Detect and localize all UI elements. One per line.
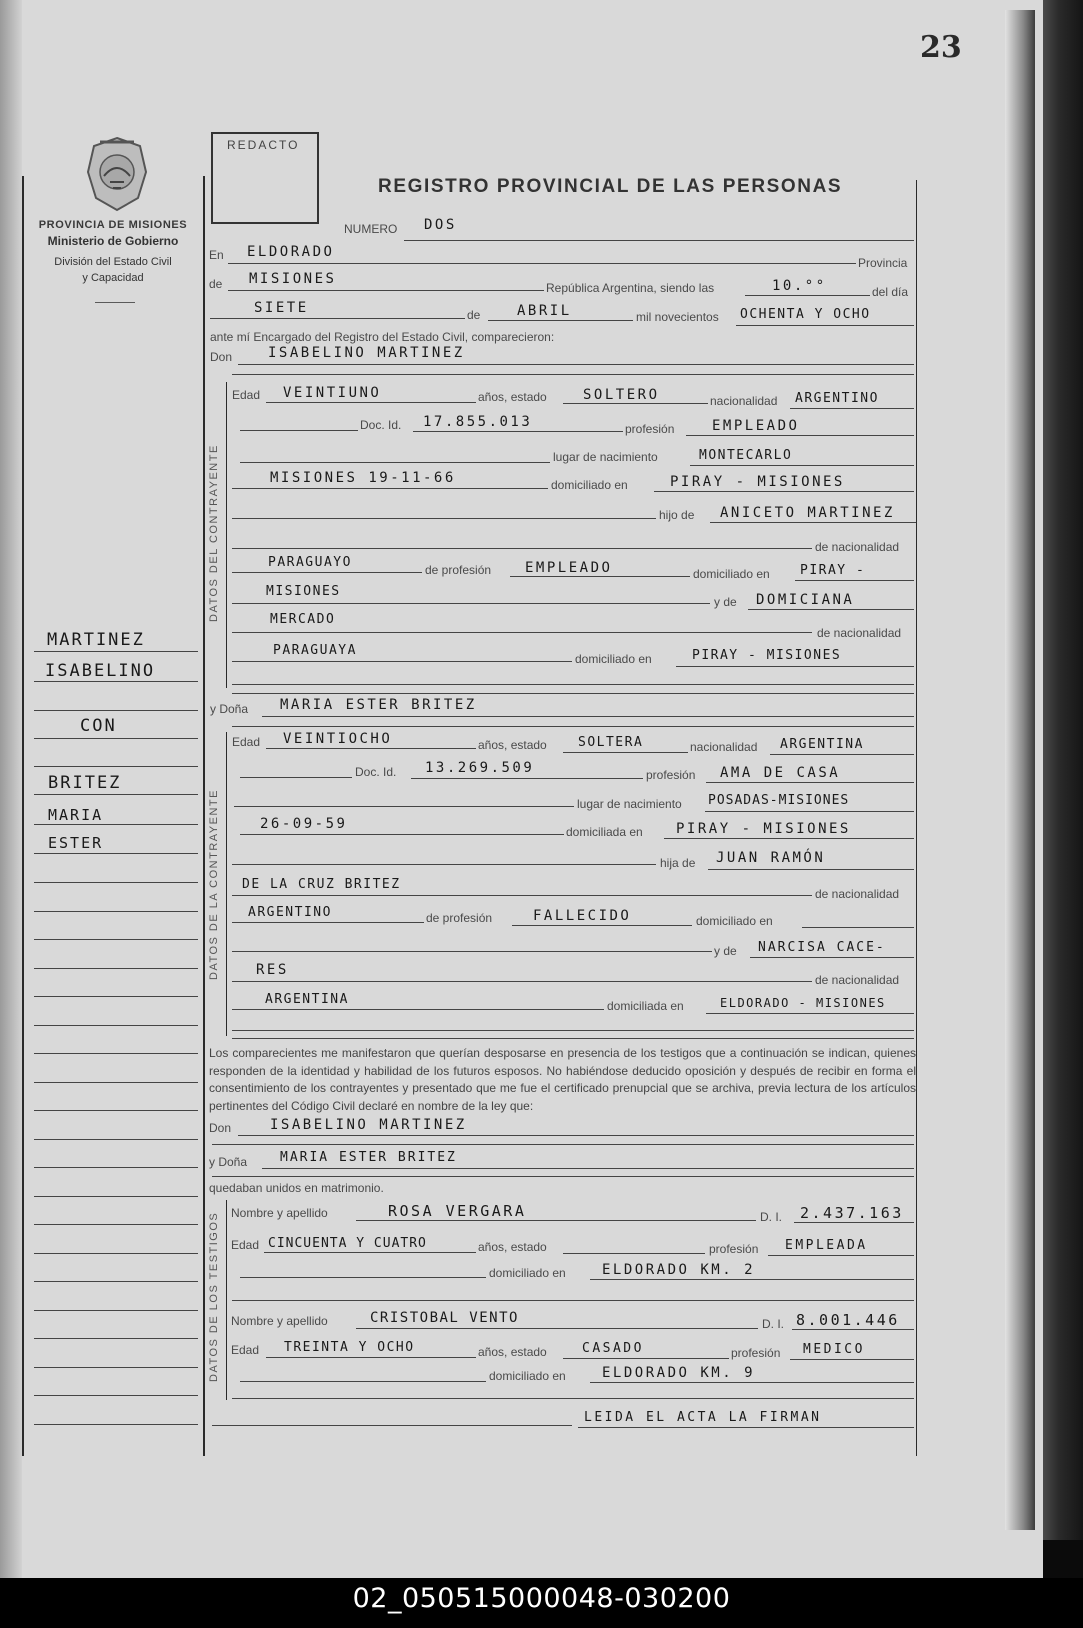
decl-dona-rule (262, 1168, 914, 1169)
decl-don-rule (238, 1135, 914, 1136)
c-madre-nac-rule (232, 661, 572, 662)
margin-rule-1 (34, 651, 198, 652)
margin-note-line3: CON (80, 716, 117, 736)
c-estado-value: SOLTERO (583, 387, 660, 403)
c-lugar-rule-pre (240, 462, 550, 463)
decl-dona-label: y Doña (209, 1155, 248, 1169)
t2-anios-label: años, estado (478, 1345, 547, 1359)
margin-note-line2: ISABELINO (45, 661, 156, 681)
f-padre-prof-rule (512, 925, 692, 926)
t1-edad: CINCUENTA Y CUATRO (268, 1236, 427, 1251)
c-madre-rule (748, 609, 914, 610)
c-padre-prof-rule (510, 576, 690, 577)
dia-value: SIETE (254, 300, 309, 316)
t1-domic-label: domiciliado en (489, 1266, 566, 1280)
margin-note-line1: MARTINEZ (47, 630, 145, 650)
closing-rule-pre (212, 1425, 572, 1426)
anio-rule (736, 325, 914, 326)
page-number: 23 (920, 30, 962, 65)
c-nac-label: nacionalidad (710, 394, 778, 408)
declaration-text: Los comparecientes me manifestaron que querían desposarse en presencia de los testigos que a continuación se indican, quienes responden de la identidad y habilidad de los futuros esposos. No habiéndose deducido oposición y después de recibir en forma el consentimiento de los contrayentes y presentado que me fue el certificado prenupcial que se archiva, previa lectura de los artículos pertinentes del Código Civil declaré en nombre de la ley que: (209, 1046, 916, 1113)
margin-rule-2 (34, 681, 198, 682)
c-lugar-rule (690, 465, 914, 466)
t1-domic-rule (590, 1279, 914, 1280)
c-lugar-label: lugar de nacimiento (553, 450, 658, 464)
t2-nombre: CRISTOBAL VENTO (370, 1310, 519, 1326)
decl-don-rule-2 (212, 1144, 914, 1145)
footer-id: 02_050515000048-030200 (352, 1583, 731, 1614)
c-doc-rule (413, 431, 623, 432)
ministry-line4: y Capacidad (82, 272, 144, 284)
en-rule (228, 263, 856, 264)
f-estado-value: SOLTERA (578, 735, 644, 750)
f-madre-cont-rule (232, 981, 812, 982)
decl-don-label: Don (209, 1121, 232, 1135)
c-padre-nac-rule (232, 548, 812, 549)
c-madre-domic-label: domiciliado en (575, 652, 652, 666)
margin-rule (34, 1025, 198, 1026)
f-nac-rule (770, 754, 914, 755)
c-padre-nac-val-rule (232, 572, 422, 573)
t1-anios-label: años, estado (478, 1240, 547, 1254)
de-rule (228, 290, 544, 291)
c-nac-value: ARGENTINO (795, 391, 879, 406)
en-label: En (209, 248, 224, 262)
f-lugar-rule-pre (234, 806, 574, 807)
t2-domic-label: domiciliado en (489, 1369, 566, 1383)
t2-estado-rule (563, 1358, 729, 1359)
f-doc-rule (411, 778, 643, 779)
don-rule (238, 364, 914, 365)
t2-prof: MEDICO (803, 1342, 865, 1357)
de-label: de (209, 277, 223, 291)
t2-end-rule (232, 1398, 914, 1399)
contrayente-bracket (226, 382, 227, 688)
f-padre-profesion: FALLECIDO (533, 908, 632, 924)
numero-rule (404, 240, 914, 241)
c-doc-rule-pre (240, 430, 358, 431)
f-prof-rule (706, 782, 914, 783)
margin-rule (34, 1082, 198, 1083)
c-madre-value-cont: MERCADO (270, 612, 336, 627)
t2-prof-rule (790, 1359, 914, 1360)
provincia-label: Provincia (858, 256, 908, 270)
c-prof-rule (686, 435, 914, 436)
testigos-section-label: DATOS DE LOS TESTIGOS (208, 1211, 220, 1382)
hora-rule (745, 295, 870, 296)
t2-nombre-label: Nombre y apellido (231, 1314, 328, 1328)
don-value: ISABELINO MARTINEZ (268, 345, 465, 361)
margin-rule-4 (34, 738, 198, 739)
right-frame-line (916, 180, 917, 1456)
f-fecha-nac: 26-09-59 (260, 816, 348, 832)
c-estado-rule (563, 403, 708, 404)
c-nac-rule (790, 408, 914, 409)
t1-domic-rule-pre (240, 1277, 486, 1278)
t2-estado: CASADO (582, 1341, 644, 1356)
dia-rule (210, 318, 465, 319)
f-domic-value: PIRAY - MISIONES (676, 821, 851, 837)
margin-rule (34, 1196, 198, 1197)
f-y-de-rule-pre (232, 951, 712, 952)
contrayenta-bracket (226, 732, 227, 1036)
republica-label: República Argentina, siendo las (546, 281, 715, 295)
f-nac-value: ARGENTINA (780, 737, 864, 752)
f-padre-value-cont: DE LA CRUZ BRITEZ (242, 877, 401, 892)
margin-rule (34, 1053, 198, 1054)
f-madre-domic-label: domiciliada en (607, 999, 684, 1013)
f-padre-nacionalidad: ARGENTINO (248, 905, 332, 920)
t2-domic-rule (590, 1382, 914, 1383)
c-doc-label: Doc. Id. (360, 418, 402, 432)
margin-rule (34, 1224, 198, 1225)
t2-edad-label: Edad (231, 1343, 260, 1357)
t1-edad-label: Edad (231, 1238, 260, 1252)
numero-label: NUMERO (344, 222, 398, 236)
f-hija-rule-pre (232, 864, 656, 865)
t1-nombre: ROSA VERGARA (388, 1202, 527, 1220)
don-rule-2 (232, 374, 914, 375)
f-prof-label: profesión (646, 768, 696, 782)
f-madre-value: NARCISA CACE- (758, 940, 886, 955)
redacto-label: REDACTO (227, 138, 300, 152)
f-edad-rule (266, 748, 476, 749)
t2-domic-rule-pre (240, 1381, 486, 1382)
c-padre-domic-label: domiciliado en (693, 567, 770, 581)
t1-di-label: D. I. (760, 1210, 783, 1224)
margin-rule-3 (34, 710, 198, 711)
margin-rule (34, 1139, 198, 1140)
f-padre-nac-val-rule (232, 922, 424, 923)
f-doc-rule-pre (240, 777, 352, 778)
f-anios-label: años, estado (478, 738, 547, 752)
f-padre-domic-label: domiciliado en (696, 914, 773, 928)
c-anios-label: años, estado (478, 390, 547, 404)
dona-rule-2 (232, 726, 914, 727)
en-value: ELDORADO (247, 244, 335, 260)
dona-label: y Doña (210, 702, 249, 716)
c-padre-nac-label: de nacionalidad (815, 540, 900, 554)
f-lugar-value: POSADAS-MISIONES (708, 793, 850, 808)
c-padre-domicilio: PIRAY - (800, 563, 866, 578)
c-madre-domicilio: PIRAY - MISIONES (692, 648, 842, 663)
ministry-rule (95, 302, 135, 303)
f-madre-nacionalidad: ARGENTINA (265, 992, 349, 1007)
c-madre-domic-rule (676, 666, 914, 667)
margin-rule-8 (34, 853, 198, 854)
decl-dona-value: MARIA ESTER BRITEZ (280, 1150, 457, 1165)
c-madre-value: DOMICIANA (756, 592, 855, 608)
t2-nombre-rule (356, 1328, 758, 1329)
c-edad-value: VEINTIUNO (283, 385, 382, 401)
t2-di: 8.001.446 (796, 1311, 900, 1329)
c-padre-rule (710, 522, 916, 523)
margin-rule (34, 1310, 198, 1311)
f-end-rule (232, 1030, 914, 1031)
c-lugar-cont-rule (232, 488, 548, 489)
decl-don-value: ISABELINO MARTINEZ (270, 1117, 467, 1133)
c-domic-value: PIRAY - MISIONES (670, 474, 845, 490)
c-hijo-rule-pre (232, 518, 656, 519)
decl-quedaban: quedaban unidos en matrimonio. (209, 1181, 384, 1195)
c-domic-rule (654, 491, 914, 492)
c-doc-value: 17.855.013 (423, 414, 533, 430)
del-dia-label: del día (872, 285, 909, 299)
margin-rule (34, 1367, 198, 1368)
t2-di-label: D. I. (762, 1317, 785, 1331)
f-madre-domic-rule (706, 1013, 914, 1014)
provincial-seal-icon (80, 132, 154, 216)
c-padre-profesion: EMPLEADO (525, 560, 613, 576)
de-value: MISIONES (249, 271, 337, 287)
margin-note-line4: BRITEZ (48, 773, 122, 793)
decl-dona-rule-2 (212, 1176, 914, 1177)
f-end-rule-2 (232, 1038, 914, 1039)
c-padre-domic-cont-rule (232, 603, 710, 604)
c-domic-label: domiciliado en (551, 478, 628, 492)
margin-rule-7 (34, 824, 198, 825)
f-estado-rule (563, 752, 688, 753)
f-doc-value: 13.269.509 (425, 760, 535, 776)
ministry-line1: PROVINCIA DE MISIONES (38, 219, 188, 231)
ministry-line3: División del Estado Civil (54, 256, 172, 268)
margin-rule (34, 939, 198, 940)
c-end-rule-2 (232, 693, 914, 694)
t2-edad: TREINTA Y OCHO (284, 1340, 415, 1355)
don-label: Don (210, 350, 233, 364)
closing-rule (578, 1427, 914, 1428)
margin-rule-5 (34, 766, 198, 767)
margin-rule (34, 1253, 198, 1254)
f-padre-nac-label: de nacionalidad (815, 887, 900, 901)
f-edad-value: VEINTIOCHO (283, 731, 393, 747)
t1-di-rule (794, 1222, 914, 1223)
t1-end-rule (232, 1300, 914, 1301)
t2-di-rule (792, 1329, 914, 1330)
f-padre-cont-rule (232, 895, 812, 896)
margin-divider-line (203, 176, 205, 1456)
margin-rule (34, 1167, 198, 1168)
hora-value: 10.°° (772, 278, 827, 294)
de2-label: de (467, 308, 481, 322)
c-madre-nacionalidad: PARAGUAYA (273, 643, 357, 658)
c-lugar-value: MONTECARLO (699, 448, 793, 463)
margin-rule (34, 1281, 198, 1282)
f-doc-label: Doc. Id. (355, 765, 397, 779)
book-edge-light (1005, 10, 1035, 1530)
c-padre-domicilio-cont: MISIONES (266, 584, 341, 599)
margin-note-line6: ESTER (48, 834, 104, 852)
testigos-bracket (226, 1200, 227, 1400)
t2-prof-label: profesión (731, 1346, 781, 1360)
document-title: REGISTRO PROVINCIAL DE LAS PERSONAS (378, 176, 843, 197)
f-y-de-label: y de (714, 944, 737, 958)
mes-value: ABRIL (517, 303, 572, 319)
margin-rule (34, 1338, 198, 1339)
contrayenta-section-label: DATOS DE LA CONTRAYENTE (208, 789, 220, 980)
f-padre-domic-rule (802, 927, 914, 928)
anio-value: OCHENTA Y OCHO (740, 307, 871, 322)
t1-nombre-label: Nombre y apellido (231, 1206, 328, 1220)
margin-rule (34, 1110, 198, 1111)
mes-rule (488, 320, 633, 321)
f-prof-value: AMA DE CASA (720, 765, 841, 781)
numero-value: DOS (424, 217, 457, 233)
dona-value: MARIA ESTER BRITEZ (280, 697, 477, 713)
f-madre-rule (750, 957, 914, 958)
margin-rule (34, 911, 198, 912)
c-y-de-label: y de (714, 595, 737, 609)
t1-prof-rule (768, 1255, 914, 1256)
margin-rule (34, 1424, 198, 1425)
t2-edad-rule (266, 1357, 476, 1358)
f-hija-label: hija de (660, 856, 696, 870)
f-domic-rule (664, 838, 914, 839)
c-end-rule (232, 684, 914, 685)
t1-edad-rule (264, 1252, 476, 1253)
margin-rule-6 (34, 794, 198, 795)
c-edad-label: Edad (232, 388, 261, 402)
book-edge-dark (1043, 0, 1083, 1540)
t1-estado-rule (563, 1253, 705, 1254)
c-padre-nacionalidad: PARAGUAYO (268, 555, 352, 570)
contrayente-section-label: DATOS DEL CONTRAYENTE (208, 444, 220, 622)
closing-note: LEIDA EL ACTA LA FIRMAN (584, 1410, 822, 1425)
margin-rule (34, 882, 198, 883)
t1-nombre-rule (356, 1220, 756, 1221)
f-madre-value-cont: RES (256, 962, 289, 978)
f-lugar-rule (705, 811, 914, 812)
f-madre-domicilio: ELDORADO - MISIONES (720, 996, 886, 1010)
c-prof-value: EMPLEADO (712, 418, 800, 434)
f-padre-rule (708, 869, 914, 870)
c-padre-value: ANICETO MARTINEZ (720, 505, 895, 521)
f-madre-nac-rule (232, 1009, 604, 1010)
ante-mi-text: ante mí Encargado del Registro del Estado Civil, comparecieron: (210, 330, 555, 344)
margin-rule (34, 1395, 198, 1396)
c-padre-prof-label: de profesión (425, 563, 492, 577)
f-fecha-rule (240, 834, 564, 835)
c-madre-cont-rule (232, 632, 812, 633)
f-nac-label: nacionalidad (690, 740, 758, 754)
margin-rule (34, 968, 198, 969)
t1-di: 2.437.163 (800, 1204, 904, 1222)
ministry-line2: Ministerio de Gobierno (47, 234, 179, 248)
f-padre-value: JUAN RAMÓN (716, 850, 826, 866)
c-hijo-label: hijo de (659, 508, 695, 522)
t2-domic: ELDORADO KM. 9 (602, 1365, 756, 1381)
dona-rule (262, 716, 914, 717)
c-prof-label: profesión (625, 422, 675, 436)
f-padre-prof-label: de profesión (426, 911, 493, 925)
c-edad-rule (266, 402, 476, 403)
left-margin-line (22, 176, 24, 1456)
f-lugar-label: lugar de nacimiento (577, 797, 682, 811)
c-padre-domic-rule (795, 580, 914, 581)
t1-domic: ELDORADO KM. 2 (602, 1262, 756, 1278)
f-edad-label: Edad (232, 735, 261, 749)
margin-note-line5: MARIA (48, 806, 104, 824)
f-madre-nac-label: de nacionalidad (815, 973, 900, 987)
mil-label: mil novecientos (636, 310, 719, 324)
c-madre-nac-label: de nacionalidad (817, 626, 902, 640)
c-lugar-cont: MISIONES 19-11-66 (270, 470, 456, 486)
t1-prof-label: profesión (709, 1242, 759, 1256)
f-domic-label: domiciliada en (566, 825, 643, 839)
t1-prof: EMPLEADA (785, 1238, 868, 1253)
margin-rule (34, 996, 198, 997)
